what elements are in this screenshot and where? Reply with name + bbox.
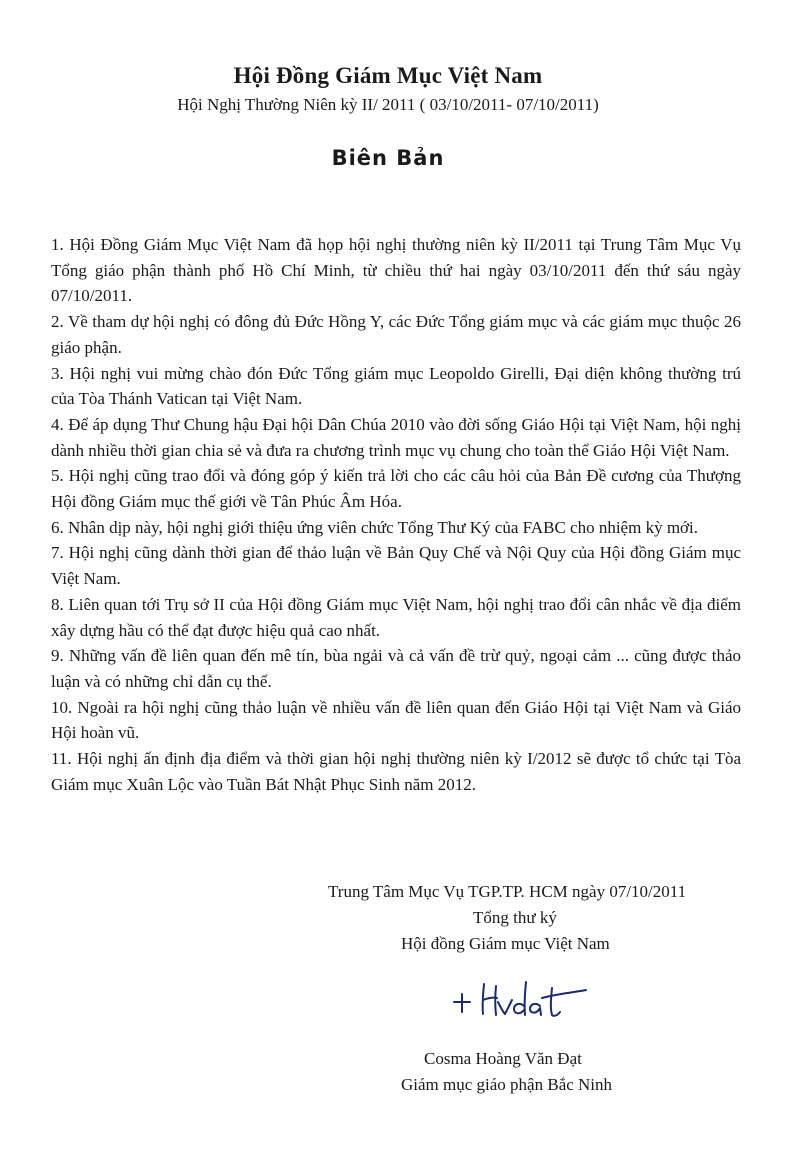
- organization-title: Hội Đồng Giám Mục Việt Nam: [233, 63, 543, 88]
- minutes-item: 10. Ngoài ra hội nghị cũng thảo luận về nhiều vấn đề liên quan đến Giáo Hội tại Việt Nam và Giáo Hội hoàn vũ.: [51, 697, 741, 743]
- minutes-item: 6. Nhân dịp này, hội nghị giới thiệu ứng viên chức Tổng Thư Ký của FABC cho nhiệm kỳ mới.: [51, 517, 699, 537]
- minutes-item: 3. Hội nghị vui mừng chào đón Đức Tổng giám mục Leopoldo Girelli, Đại diện không thường trú của Tòa Thánh Vatican tại Việt Nam.: [51, 363, 741, 409]
- signer-role: Tổng thư ký: [473, 908, 557, 927]
- signer-name: Cosma Hoàng Văn Đạt: [424, 1049, 582, 1068]
- place-and-date: Trung Tâm Mục Vụ TGP.TP. HCM ngày 07/10/2011: [328, 882, 687, 901]
- handwritten-signature: [448, 968, 598, 1028]
- minutes-item: 1. Hội Đồng Giám Mục Việt Nam đã họp hội nghị thường niên kỳ II/2011 tại Trung Tâm Mục Vụ Tổng giáo phận thành phố Hồ Chí Minh, từ chiều thứ hai ngày 03/10/2011 đến thứ sáu ngày 07/10/2011.: [51, 235, 741, 306]
- signer-block: [380, 1046, 780, 1098]
- minutes-item-list: [51, 232, 741, 797]
- conference-subtitle: Hội Nghị Thường Niên kỳ II/ 2011 ( 03/10/2011- 07/10/2011): [177, 95, 599, 114]
- minutes-item: 4. Để áp dụng Thư Chung hậu Đại hội Dân Chúa 2010 vào đời sống Giáo Hội tại Việt Nam, hội nghị dành nhiều thời gian chia sẻ và đưa ra chương trình mục vụ chung cho toàn thể Giáo Hội Việt Nam.: [51, 414, 741, 460]
- document-title: Biên Bản: [331, 146, 445, 170]
- minutes-item: 2. Về tham dự hội nghị có đông đủ Đức Hồng Y, các Đức Tổng giám mục và các giám mục thuộc 26 giáo phận.: [51, 312, 741, 357]
- minutes-item: 7. Hội nghị cũng dành thời gian để thảo luận về Bản Quy Chế và Nội Quy của Hội đồng Giám mục Việt Nam.: [51, 543, 741, 589]
- minutes-item: 11. Hội nghị ấn định địa điểm và thời gian hội nghị thường niên kỳ I/2012 sẽ được tổ chức tại Tòa Giám mục Xuân Lộc vào Tuần Bát Nhật Phục Sinh năm 2012.: [51, 749, 741, 794]
- signer-title: Giám mục giáo phận Bắc Ninh: [401, 1075, 613, 1094]
- minutes-item: 9. Những vấn đề liên quan đến mê tín, bùa ngải và cả vấn đề trừ quỷ, ngoại cảm ... cũng được thảo luận và có những chỉ dẫn cụ thể.: [51, 646, 741, 691]
- signer-organization: Hội đồng Giám mục Việt Nam: [401, 934, 610, 953]
- closing-block: [300, 879, 800, 957]
- minutes-item: 8. Liên quan tới Trụ sở II của Hội đồng Giám mục Việt Nam, hội nghị trao đổi cân nhắc về địa điểm xây dựng hầu có thể đạt được hiệu quả cao nhất.: [51, 594, 741, 640]
- minutes-item: 5. Hội nghị cũng trao đổi và đóng góp ý kiến trả lời cho các câu hỏi của Bản Đề cương của Thượng Hội đồng Giám mục thế giới về Tân Phúc Âm Hóa.: [51, 466, 741, 512]
